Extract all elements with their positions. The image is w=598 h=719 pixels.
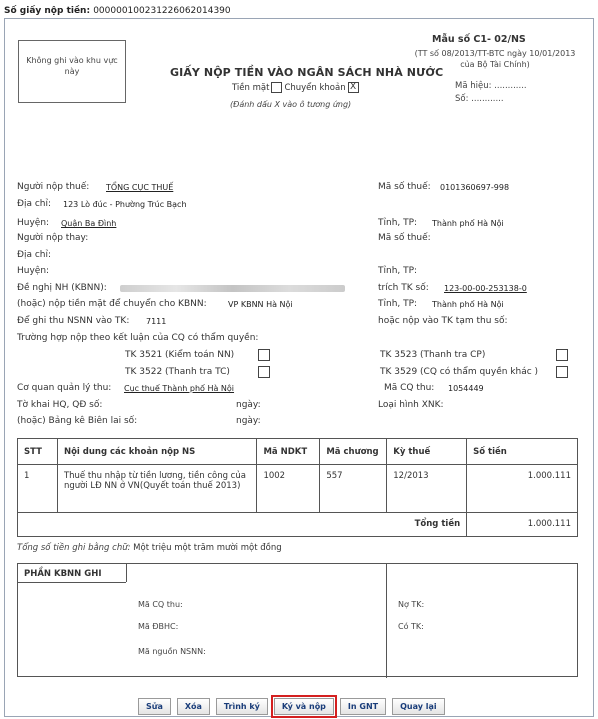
transfer-label: Chuyển khoản [284, 82, 346, 93]
kbnn-dbhc: Mã ĐBHC: [138, 622, 179, 631]
print-button[interactable]: In GNT [340, 698, 386, 715]
province-label: Tỉnh, TP: [378, 218, 418, 228]
tk3521-checkbox[interactable] [258, 349, 270, 361]
kbnn-debit: Nợ TK: [398, 600, 425, 609]
tk3523-label: TK 3523 (Thanh tra CP) [380, 350, 486, 360]
revenue-account-label: Để ghi thu NSNN vào TK: [17, 316, 130, 326]
form-reference [410, 48, 580, 70]
temp-account-label: hoặc nộp vào TK tạm thu số: [378, 316, 508, 326]
check-hint: (Đánh dấu X vào ô tương ứng) [230, 100, 352, 109]
agency-label: Cơ quan quản lý thu: [17, 383, 112, 393]
payment-items-table [17, 438, 578, 537]
tax-code-label: Mã số thuế: [378, 182, 431, 192]
tk3522-label: TK 3522 (Thanh tra TC) [125, 367, 230, 377]
cash-transfer-label: (hoặc) nộp tiền mặt để chuyển cho KBNN: [17, 299, 207, 309]
doc-number: 000000100231226062014390 [93, 6, 231, 16]
delete-button[interactable]: Xóa [177, 698, 210, 715]
cash-checkbox[interactable] [271, 82, 282, 93]
cash-label: Tiền mặt [232, 82, 270, 93]
words-label: Tổng số tiền ghi bằng chữ: [17, 543, 131, 553]
kbnn-credit: Có TK: [398, 622, 424, 631]
action-bar [138, 698, 445, 715]
payment-method [232, 82, 361, 93]
words-value: Một triệu một trăm mười một đồng [133, 543, 282, 553]
tk3521-label: TK 3521 (Kiểm toán NN) [125, 350, 235, 360]
cell-amount: 1.000.111 [467, 465, 578, 513]
doc-number-label: Số giấy nộp tiền: [4, 6, 91, 16]
province-value: Thành phố Hà Nội [432, 219, 504, 228]
transfer-checkbox[interactable]: X [348, 82, 359, 93]
address-value: 123 Lò đúc - Phường Trúc Bạch [63, 200, 187, 209]
cell-content: Thuế thu nhập từ tiền lương, tiền công của người LĐ NN ở VN(Quyết toán thuế 2013) [57, 465, 256, 513]
payer-label: Người nộp thuế: [17, 182, 90, 192]
col-ndkt: Mã NDKT [257, 439, 320, 465]
kbnn-value: VP KBNN Hà Nội [228, 300, 293, 309]
redacted-bank [120, 285, 345, 292]
ma-hieu: Mã hiệu: ............ [455, 81, 527, 91]
account-value: 123-00-00-253138-0 [444, 284, 527, 293]
receipt-label: (hoặc) Bảng kê Biên lai số: [17, 416, 138, 426]
form-code: Mẫu số C1- 02/NS [432, 34, 526, 45]
province2-label: Tỉnh, TP: [378, 266, 418, 276]
total-row [18, 513, 578, 537]
province3-label: Tỉnh, TP: [378, 299, 418, 309]
col-period: Kỳ thuế [387, 439, 467, 465]
account-label: trích TK số: [378, 283, 429, 293]
tk3529-label: TK 3529 (CQ có thẩm quyền khác ) [380, 367, 539, 377]
address2-label: Địa chỉ: [17, 250, 52, 260]
agency-code-label: Mã CQ thu: [384, 383, 435, 393]
sign-and-pay-button[interactable]: Ký và nộp [274, 698, 334, 715]
kbnn-title: PHẦN KBNN GHI [24, 569, 102, 579]
district-label: Huyện: [17, 218, 50, 228]
table-row [18, 465, 578, 513]
submit-sign-button[interactable]: Trình ký [216, 698, 268, 715]
tk3523-checkbox[interactable] [556, 349, 568, 361]
form-ref-line2: của Bộ Tài Chính) [460, 60, 530, 69]
kbnn-agency-code: Mã CQ thu: [138, 600, 183, 609]
kbnn-source: Mã nguồn NSNN: [138, 647, 206, 656]
cell-chapter: 557 [320, 465, 387, 513]
cell-stt: 1 [18, 465, 58, 513]
province3-value: Thành phố Hà Nội [432, 300, 504, 309]
agency-code-value: 1054449 [448, 384, 484, 393]
tax-code2-label: Mã số thuế: [378, 233, 431, 243]
document-title: GIẤY NỘP TIỀN VÀO NGÂN SÁCH NHÀ NƯỚC [170, 66, 444, 79]
col-amount: Số tiền [467, 439, 578, 465]
cell-ndkt: 1002 [257, 465, 320, 513]
agency-value: Cục thuế Thành phố Hà Nội [124, 384, 235, 393]
tax-code-value: 0101360697-998 [440, 183, 510, 192]
kbnn-section [17, 563, 578, 677]
receipt-date-label: ngày: [236, 416, 261, 426]
tk3529-checkbox[interactable] [556, 366, 568, 378]
so-number: Số: ............ [455, 94, 504, 104]
tk3522-checkbox[interactable] [258, 366, 270, 378]
table-header-row [18, 439, 578, 465]
revenue-account-value: 7111 [146, 317, 167, 326]
col-content: Nội dung các khoản nộp NS [57, 439, 256, 465]
audit-case-label: Trường hợp nộp theo kết luận của CQ có thẩm quyền: [17, 333, 259, 343]
bank-request-label: Đề nghị NH (KBNN): [17, 283, 107, 293]
cell-period: 12/2013 [387, 465, 467, 513]
total-label: Tổng tiền [18, 513, 467, 537]
no-write-box: Không ghi vào khu vực này [18, 40, 126, 103]
total-amount: 1.000.111 [467, 513, 578, 537]
customs-date-label: ngày: [236, 400, 261, 410]
back-button[interactable]: Quay lại [392, 698, 445, 715]
form-ref-line1: (TT số 08/2013/TT-BTC ngày 10/01/2013 [414, 49, 576, 58]
import-type-label: Loại hình XNK: [378, 400, 444, 410]
payer-value: TỔNG CỤC THUẾ [106, 183, 174, 192]
payer-alt-label: Người nộp thay: [17, 233, 89, 243]
col-stt: STT [18, 439, 58, 465]
edit-button[interactable]: Sửa [138, 698, 171, 715]
amount-in-words [17, 543, 282, 553]
customs-label: Tờ khai HQ, QĐ số: [17, 400, 103, 410]
address-label: Địa chỉ: [17, 199, 52, 209]
district2-label: Huyện: [17, 266, 50, 276]
col-chapter: Mã chương [320, 439, 387, 465]
district-value: Quận Ba Đình [61, 219, 117, 228]
doc-number-line [4, 6, 231, 16]
